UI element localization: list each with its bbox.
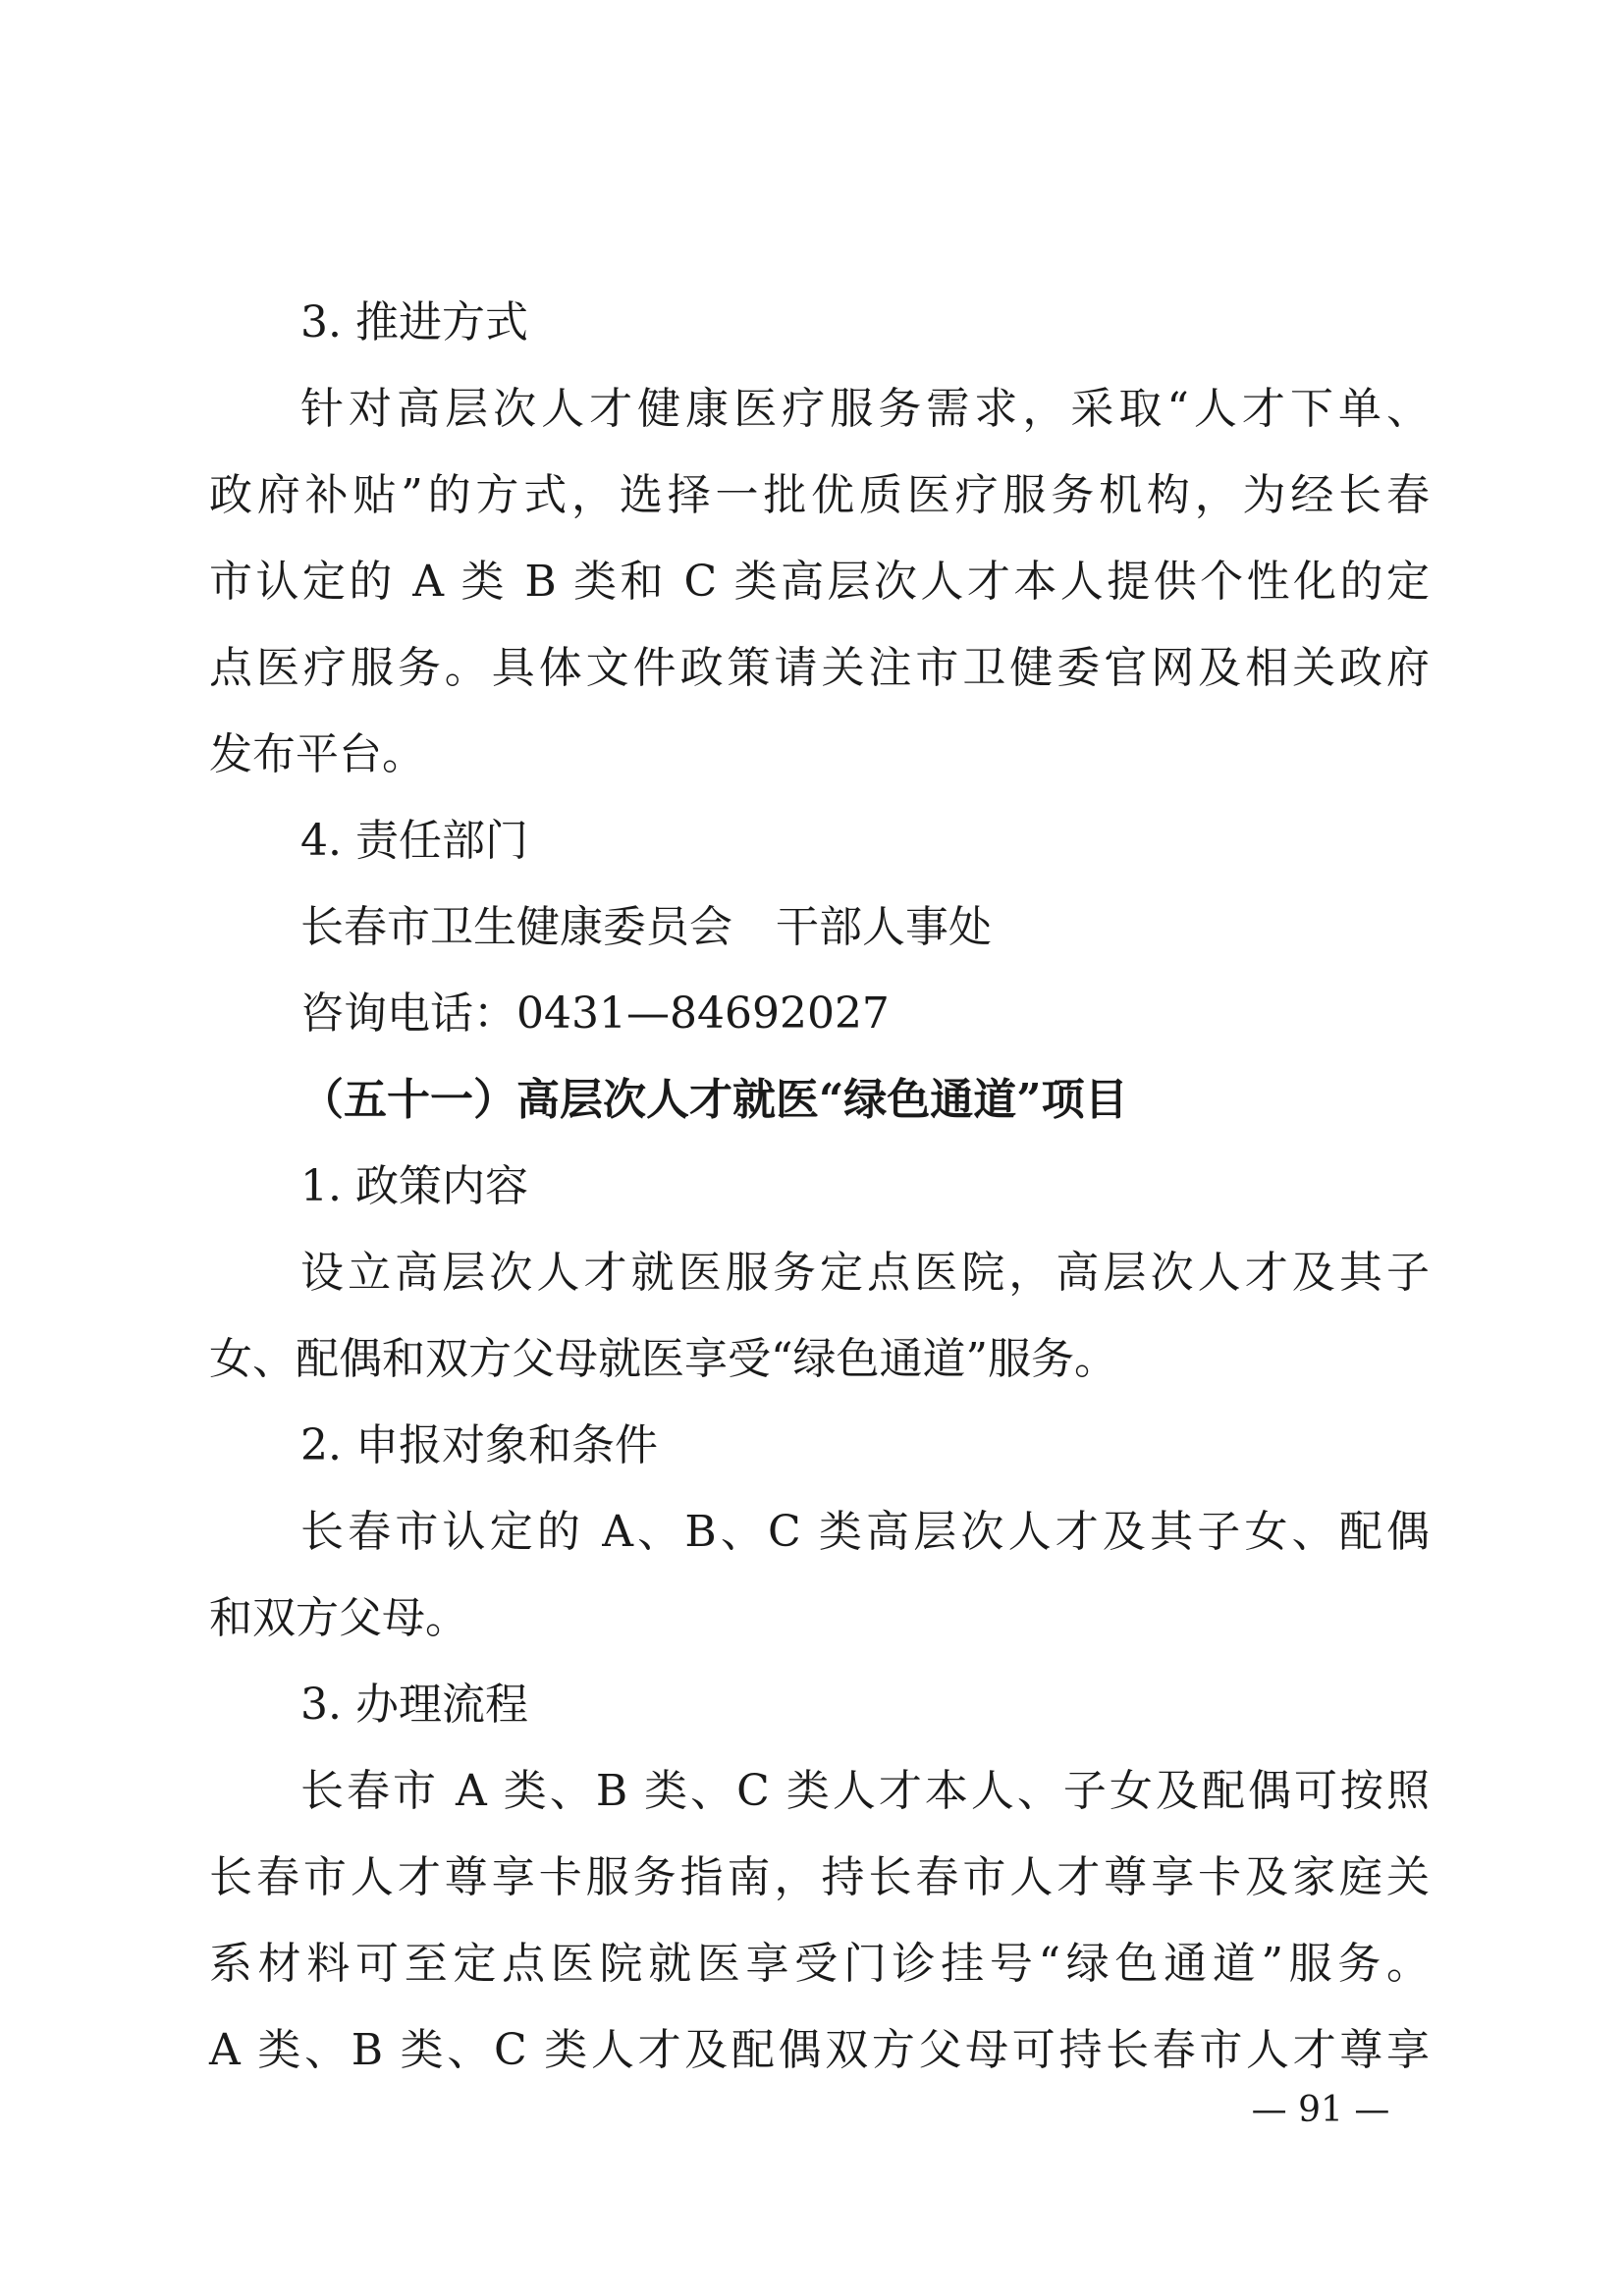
- paragraph-line: 市认定的 A 类 B 类和 C 类高层次人才本人提供个性化的定: [209, 557, 1430, 607]
- section-heading-responsible-department: 4. 责任部门: [300, 816, 528, 866]
- paragraph-line: 针对高层次人才健康医疗服务需求，采取“人才下单、: [300, 384, 1430, 434]
- project-title: （五十一）高层次人才就医“绿色通道”项目: [300, 1075, 1128, 1125]
- paragraph-line: 女、配偶和双方父母就医享受“绿色通道”服务。: [209, 1334, 1117, 1384]
- paragraph-line: 政府补贴”的方式，选择一批优质医疗服务机构，为经长春: [209, 470, 1430, 520]
- consultation-phone: 咨询电话：0431—84692027: [300, 988, 890, 1039]
- paragraph-line: 发布平台。: [209, 729, 425, 779]
- page-number: — 91 —: [1251, 2090, 1390, 2130]
- paragraph-line: 系材料可至定点医院就医享受门诊挂号“绿色通道”服务。: [209, 1939, 1430, 1989]
- paragraph-line: 长春市认定的 A、B、C 类高层次人才及其子女、配偶: [300, 1507, 1430, 1557]
- paragraph-line: A 类、B 类、C 类人才及配偶双方父母可持长春市人才尊享: [209, 2025, 1430, 2075]
- section-heading-policy-content: 1. 政策内容: [300, 1161, 528, 1211]
- paragraph-line: 和双方父母。: [209, 1593, 468, 1643]
- department-name: 长春市卫生健康委员会 干部人事处: [300, 902, 992, 952]
- paragraph-line: 设立高层次人才就医服务定点医院，高层次人才及其子: [300, 1248, 1430, 1298]
- paragraph-line: 长春市 A 类、B 类、C 类人才本人、子女及配偶可按照: [300, 1766, 1430, 1816]
- paragraph-line: 点医疗服务。具体文件政策请关注市卫健委官网及相关政府: [209, 643, 1430, 693]
- section-heading-promotion-method: 3. 推进方式: [300, 297, 528, 347]
- section-heading-process: 3. 办理流程: [300, 1680, 528, 1730]
- section-heading-applicants: 2. 申报对象和条件: [300, 1420, 658, 1470]
- paragraph-line: 长春市人才尊享卡服务指南，持长春市人才尊享卡及家庭关: [209, 1852, 1430, 1902]
